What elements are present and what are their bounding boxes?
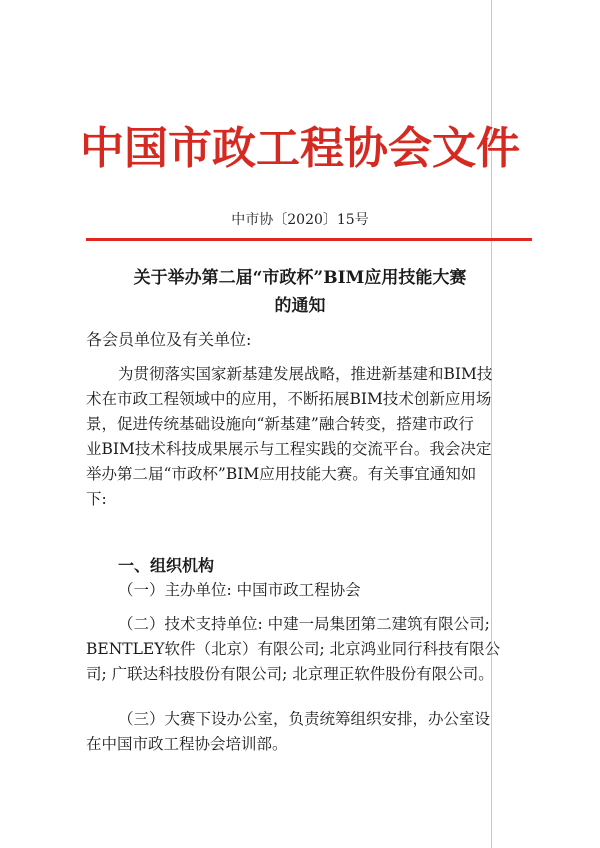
intro-line: 业BIM技术科技成果展示与工程实践的交流平台。我会决定	[86, 440, 492, 458]
salutation: 各会员单位及有关单位:	[86, 330, 252, 349]
tech-support-line: （二）技术支持单位: 中建一局集团第二建筑有限公司;	[118, 615, 490, 633]
office-line: （三）大赛下设办公室，负责统筹组织安排，办公室设	[118, 710, 491, 728]
tech-support-line: BENTLEY软件（北京）有限公司; 北京鸿业同行科技有限公	[86, 640, 501, 658]
tech-support-line: 司; 广联达科技股份有限公司; 北京理正软件股份有限公司。	[86, 665, 494, 683]
tech-support-item	[86, 612, 522, 687]
notice-title	[0, 264, 600, 320]
intro-line: 景，促进传统基础设施向“新基建”融合转变，搭建市政行	[86, 415, 474, 433]
intro-line: 举办第二届“市政杯”BIM应用技能大赛。有关事宜通知如	[86, 465, 477, 483]
organizer-line: （一）主办单位: 中国市政工程协会	[118, 581, 361, 599]
intro-line: 术在市政工程领域中的应用，不断拓展BIM技术创新应用场	[86, 390, 492, 408]
red-divider-rule	[86, 238, 532, 241]
intro-line: 下:	[86, 490, 107, 508]
office-item	[86, 707, 522, 757]
section-heading-organization: 一、组织机构	[118, 556, 215, 575]
organization-header: 中国市政工程协会文件	[80, 123, 520, 174]
intro-line: 为贯彻落实国家新基建发展战略，推进新基建和BIM技	[118, 365, 493, 383]
office-line: 在中国市政工程协会培训部。	[86, 735, 288, 753]
notice-title-line-1: 关于举办第二届“市政杯”BIM应用技能大赛	[133, 268, 467, 288]
notice-title-line-2: 的通知	[274, 296, 326, 316]
document-number: 中市协〔2020〕15号	[231, 212, 369, 228]
organizer-item	[86, 578, 522, 603]
intro-paragraph	[86, 362, 522, 512]
